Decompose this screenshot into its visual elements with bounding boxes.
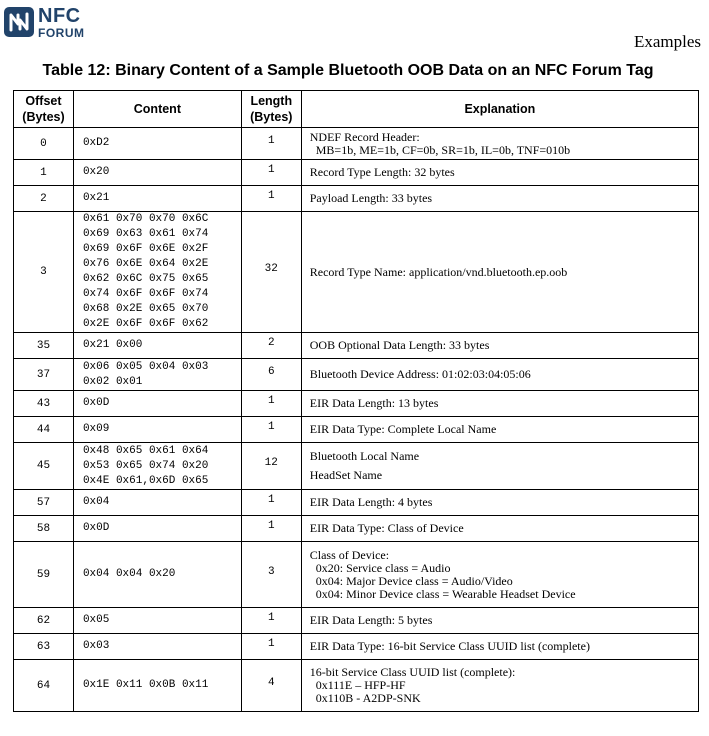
explanation-line: 0x111E – HFP-HF: [315, 678, 406, 692]
length-cell: 1: [241, 634, 301, 660]
offset-cell: 2: [14, 186, 74, 212]
logo-wordmark: [38, 6, 85, 39]
section-label: Examples: [633, 32, 701, 51]
explanation-cell: [301, 490, 698, 516]
table-row: [14, 359, 699, 391]
col-header-explanation: Explanation: [301, 91, 698, 128]
explanation-line: 0x110B - A2DP-SNK: [315, 691, 421, 705]
explanation-line: EIR Data Length: 13 bytes: [309, 396, 439, 410]
offset-cell: 64: [14, 660, 74, 712]
explanation-cell: [301, 443, 698, 490]
content-cell: 0x06 0x05 0x04 0x03 0x02 0x01: [73, 359, 241, 391]
offset-cell: 1: [14, 160, 74, 186]
content-cell: 0x21 0x00: [73, 333, 241, 359]
explanation-cell: [301, 660, 698, 712]
offset-cell: 62: [14, 608, 74, 634]
length-cell: 32: [241, 212, 301, 333]
offset-cell: 59: [14, 542, 74, 608]
table-row: [14, 634, 699, 660]
table-header-row: [14, 91, 699, 128]
table-row: [14, 490, 699, 516]
explanation-cell: [301, 160, 698, 186]
explanation-line: MB=1b, ME=1b, CF=0b, SR=1b, IL=0b, TNF=010b: [315, 142, 571, 157]
explanation-line: EIR Data Type: Complete Local Name: [309, 422, 497, 436]
explanation-line: EIR Data Length: 5 bytes: [309, 613, 433, 627]
explanation-line: NDEF Record Header:: [309, 129, 420, 144]
nfc-forum-logo: [4, 6, 85, 38]
explanation-line: Record Type Length: 32 bytes: [309, 165, 455, 179]
explanation-line: Bluetooth Local Name: [309, 449, 420, 463]
explanation-cell: [301, 212, 698, 333]
table-row: [14, 542, 699, 608]
explanation-cell: [301, 516, 698, 542]
content-cell: 0x04: [73, 490, 241, 516]
explanation-line: Record Type Name: application/vnd.bluetooth.ep.oob: [309, 264, 568, 279]
content-cell: 0xD2: [73, 128, 241, 160]
table-row: [14, 160, 699, 186]
table-row: [14, 417, 699, 443]
explanation-cell: [301, 608, 698, 634]
offset-cell: 63: [14, 634, 74, 660]
explanation-line: 0x04: Major Device class = Audio/Video: [315, 573, 513, 588]
length-cell: 1: [241, 391, 301, 417]
length-cell: 1: [241, 128, 301, 160]
content-cell: 0x21: [73, 186, 241, 212]
offset-cell: 35: [14, 333, 74, 359]
explanation-line: Bluetooth Device Address: 01:02:03:04:05:06: [309, 367, 531, 381]
content-cell: 0x04 0x04 0x20: [73, 542, 241, 608]
explanation-cell: [301, 359, 698, 391]
content-cell: 0x05: [73, 608, 241, 634]
table-row: [14, 660, 699, 712]
length-cell: 6: [241, 359, 301, 391]
length-cell: 12: [241, 443, 301, 490]
content-cell: 0x20: [73, 160, 241, 186]
explanation-cell: [301, 128, 698, 160]
explanation-line: Payload Length: 33 bytes: [309, 191, 433, 205]
length-cell: 2: [241, 333, 301, 359]
explanation-line: EIR Data Length: 4 bytes: [309, 495, 433, 509]
explanation-cell: [301, 391, 698, 417]
explanation-cell: [301, 634, 698, 660]
bluetooth-oob-table: [13, 90, 699, 712]
table-row: [14, 212, 699, 333]
length-cell: 1: [241, 490, 301, 516]
offset-cell: 43: [14, 391, 74, 417]
offset-cell: 44: [14, 417, 74, 443]
content-cell: 0x03: [73, 634, 241, 660]
offset-cell: 3: [14, 212, 74, 333]
table-row: [14, 186, 699, 212]
table-title: Table 12: Binary Content of a Sample Bluetooth OOB Data on an NFC Forum Tag: [42, 62, 654, 79]
table-row: [14, 128, 699, 160]
col-header-content: Content: [73, 91, 241, 128]
logo-text-nfc: NFC: [38, 4, 81, 27]
offset-cell: 37: [14, 359, 74, 391]
explanation-cell: [301, 333, 698, 359]
table-row: [14, 443, 699, 490]
explanation-line: OOB Optional Data Length: 33 bytes: [309, 338, 490, 352]
length-cell: 4: [241, 660, 301, 712]
explanation-line: EIR Data Type: Class of Device: [309, 521, 464, 535]
length-cell: 1: [241, 608, 301, 634]
content-cell: 0x0D: [73, 516, 241, 542]
explanation-line: HeadSet Name: [309, 468, 383, 482]
nfc-n-icon: [4, 7, 34, 37]
table-row: [14, 516, 699, 542]
length-cell: 1: [241, 417, 301, 443]
logo-text-forum: FORUM: [38, 25, 85, 40]
content-cell: 0x61 0x70 0x70 0x6C 0x69 0x63 0x61 0x74 0x69 0x6F 0x6E 0x2F 0x76 0x6E 0x64 0x2E 0x62 0x6C 0x75 0x65 0x74 0x6F 0x6F 0x74 0x68 0x2E 0x65 0x70 0x2E 0x6F 0x6F 0x62: [73, 212, 241, 333]
explanation-cell: [301, 186, 698, 212]
explanation-line: 0x04: Minor Device class = Wearable Headset Device: [315, 586, 576, 601]
length-cell: 3: [241, 542, 301, 608]
length-cell: 1: [241, 186, 301, 212]
explanation-cell: [301, 542, 698, 608]
content-cell: 0x0D: [73, 391, 241, 417]
offset-cell: 58: [14, 516, 74, 542]
table-row: [14, 608, 699, 634]
offset-cell: 45: [14, 443, 74, 490]
offset-cell: 57: [14, 490, 74, 516]
explanation-line: EIR Data Type: 16-bit Service Class UUID list (complete): [309, 639, 590, 653]
length-cell: 1: [241, 516, 301, 542]
explanation-cell: [301, 417, 698, 443]
table-row: [14, 391, 699, 417]
content-cell: 0x1E 0x11 0x0B 0x11: [73, 660, 241, 712]
length-cell: 1: [241, 160, 301, 186]
col-header-offset: Offset (Bytes): [14, 91, 74, 128]
explanation-line: Class of Device:: [309, 547, 390, 562]
offset-cell: 0: [14, 128, 74, 160]
explanation-line: 16-bit Service Class UUID list (complete):: [309, 665, 516, 679]
explanation-line: 0x20: Service class = Audio: [315, 560, 451, 575]
content-cell: 0x48 0x65 0x61 0x64 0x53 0x65 0x74 0x20 0x4E 0x61,0x6D 0x65: [73, 443, 241, 490]
table-row: [14, 333, 699, 359]
content-cell: 0x09: [73, 417, 241, 443]
col-header-length: Length (Bytes): [241, 91, 301, 128]
